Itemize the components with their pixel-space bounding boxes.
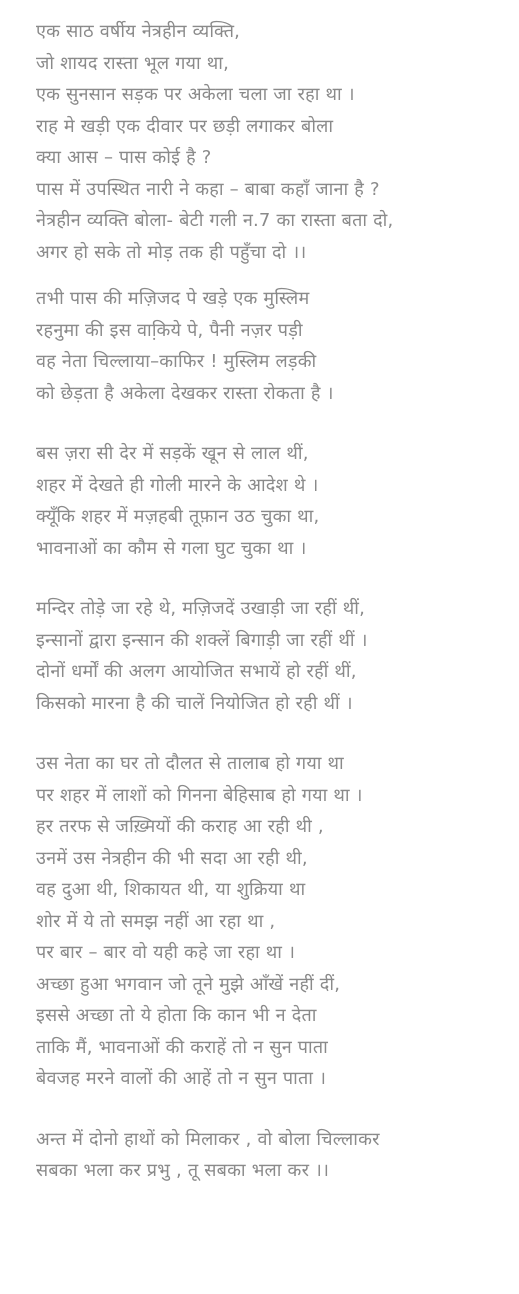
poem-line: अन्त में दोनो हाथों को मिलाकर , वो बोला चिल्लाकर	[36, 1128, 380, 1150]
poem-line: बेवजह मरने वालों की आहें तो न सुन पाता ।	[36, 1068, 327, 1089]
poem-line: पर बार – बार वो यही कहे जा रहा था ।	[36, 942, 296, 963]
poem-line: वह नेता चिल्लाया–काफिर ! मुस्लिम लड़की	[36, 351, 317, 372]
poem-line: तभी पास की मज़िजद पे खड़े एक मुस्लिम	[36, 288, 310, 309]
poem-line: एक साठ वर्षीय नेत्रहीन व्यक्ति,	[36, 21, 241, 42]
poem-body	[36, 16, 506, 1202]
poem-line: शहर में देखते ही गोली मारने के आदेश थे ।	[36, 474, 319, 496]
poem-line: इससे अच्छा तो ये होता कि कान भी न देता	[36, 1005, 317, 1026]
poem-line: राह मे खड़ी एक दीवार पर छड़ी लगाकर बोला	[36, 115, 334, 137]
poem-line: अच्छा हुआ भगवान जो तूने मुझे आँखें नहीं दीं,	[36, 973, 341, 995]
poem-line: पास में उपस्थित नारी ने कहा – बाबा कहाँ जाना है ?	[36, 178, 380, 200]
poem-line: क्यूँकि शहर में मज़हबी तूफ़ान उठ चुका था,	[36, 506, 320, 527]
poem-line: वह दुआ थी, शिकायत थी, या शुक्रिया था	[36, 879, 306, 900]
poem-line: अगर हो सके तो मोड़ तक ही पहुँचा दो ।।	[36, 241, 307, 263]
stanza-3	[36, 438, 506, 564]
stanza-5	[36, 748, 506, 1095]
poem-line: उस नेता का घर तो दौलत से तालाब हो गया था	[36, 753, 344, 774]
poem-line: एक सुनसान सड़क पर अकेला चला जा रहा था ।	[36, 84, 355, 105]
poem-line: मन्दिर तोड़े जा रहे थे, मज़िजदें उखाड़ी जा रहीं थीं,	[36, 598, 366, 619]
poem-line: रहनुमा की इस वाकि़ये पे, पैनी नज़र पड़ी	[36, 319, 303, 341]
poem-line: भावनाओं का कौम से गला घुट चुका था ।	[36, 537, 307, 559]
poem-line: शोर में ये तो समझ नहीं आ रहा था ,	[36, 910, 276, 932]
stanza-2	[36, 283, 506, 409]
poem-line: हर तरफ से जख़्मियों की कराह आ रही थी ,	[36, 816, 324, 837]
stanza-1	[36, 16, 506, 268]
poem-line: क्या आस – पास कोई है ?	[36, 147, 212, 168]
poem-line: दोनों धर्मों की अलग आयोजित सभायें हो रहीं थीं,	[36, 661, 357, 682]
poem-line: पर शहर में लाशों को गिनना बेहिसाब हो गया था ।	[36, 784, 363, 806]
poem-line: उनमें उस नेत्रहीन की भी सदा आ रही थी,	[36, 847, 308, 869]
stanza-4	[36, 593, 506, 719]
poem-line: जो शायद रास्ता भूल गया था,	[36, 52, 230, 74]
poem-line: सबका भला कर प्रभु , तू सबका भला कर ।।	[36, 1160, 330, 1181]
poem-line: किसको मारना है की चालें नियोजित हो रही थीं ।	[36, 692, 353, 714]
poem-line: नेत्रहीन व्यक्ति बोला- बेटी गली न.7 का रास्ता बता दो,	[36, 210, 394, 231]
poem-line: ताकि मैं, भावनाओं की कराहें तो न सुन पाता	[36, 1036, 329, 1058]
poem-line: बस ज़रा सी देर में सड़कें खून से लाल थीं,	[36, 443, 309, 464]
poem-line: इन्सानों द्वारा इन्सान की शक्लें बिगाड़ी जा रहीं थीं ।	[36, 629, 368, 651]
stanza-6	[36, 1124, 506, 1187]
poem-line: को छेड़ता है अकेला देखकर रास्ता रोकता है ।	[36, 382, 334, 404]
